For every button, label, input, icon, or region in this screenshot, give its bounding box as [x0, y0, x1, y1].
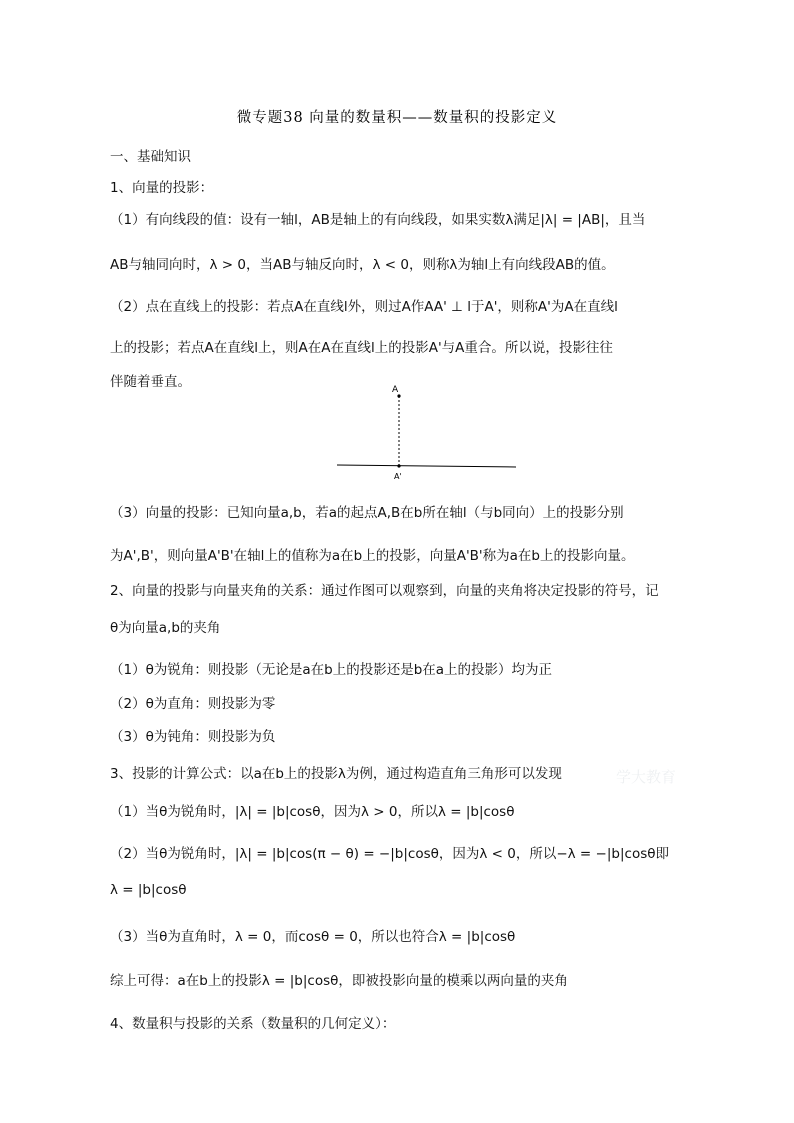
paragraph-line: 3、投影的计算公式：以a在b上的投影λ为例，通过构造直角三角形可以发现 — [110, 766, 562, 782]
paragraph-line: θ为向量a,b的夹角 — [110, 620, 221, 636]
diagram-point-a-prime — [397, 464, 400, 467]
paragraph-line: λ = |b|cosθ — [110, 882, 187, 898]
paragraph-line: 为A',B'，则向量A'B'在轴l上的值称为a在b上的投影，向量A'B'称为a在b上的投影向量。 — [110, 548, 635, 564]
paragraph-line: AB与轴同向时，λ > 0，当AB与轴反向时，λ < 0，则称λ为轴l上有向线段AB的值。 — [110, 257, 615, 273]
section-heading-basics: 一、基础知识 — [110, 149, 191, 165]
paragraph-line: 上的投影；若点A在直线l上，则A在A在直线l上的投影A'与A重合。所以说，投影往往 — [110, 340, 613, 356]
list-item: （1）θ为锐角：则投影（无论是a在b上的投影还是b在a上的投影）均为正 — [110, 662, 553, 678]
paragraph-line: 综上可得：a在b上的投影λ = |b|cosθ，即被投影向量的模乘以两向量的夹角 — [110, 973, 568, 989]
watermark: 学大教育 — [616, 768, 677, 786]
paragraph-line: 4、数量积与投影的关系（数量积的几何定义）： — [110, 1016, 396, 1032]
diagram-label-a-prime: A' — [394, 472, 402, 481]
projection-diagram — [330, 378, 530, 488]
diagram-axis-line — [337, 465, 516, 467]
paragraph-line: （2）点在直线上的投影：若点A在直线l外，则过A作AA' ⊥ l于A'，则称A'为A在直线l — [110, 299, 618, 315]
page-title: 微专题38 向量的数量积——数量积的投影定义 — [236, 110, 558, 126]
list-item: （1）当θ为锐角时，|λ| = |b|cosθ，因为λ > 0，所以λ = |b|cosθ — [110, 804, 515, 820]
subheading-vector-projection: 1、向量的投影： — [110, 180, 214, 196]
list-item: （2）当θ为锐角时，|λ| = |b|cos(π − θ) = −|b|cosθ，因为λ < 0，所以−λ = −|b|cosθ即 — [110, 846, 669, 862]
diagram-label-a: A — [392, 385, 399, 395]
paragraph-line: （1）有向线段的值：设有一轴l，AB是轴上的有向线段，如果实数λ满足|λ| = |AB|，且当 — [110, 212, 646, 228]
paragraph-line: （3）向量的投影：已知向量a,b，若a的起点A,B在b所在轴l（与b同向）上的投影分别 — [110, 505, 624, 521]
paragraph-line: 2、向量的投影与向量夹角的关系：通过作图可以观察到，向量的夹角将决定投影的符号，记 — [110, 583, 659, 599]
paragraph-line: 伴随着垂直。 — [110, 374, 191, 390]
list-item: （3）θ为钝角：则投影为负 — [110, 729, 276, 745]
list-item: （2）θ为直角：则投影为零 — [110, 696, 276, 712]
list-item: （3）当θ为直角时，λ = 0，而cosθ = 0，所以也符合λ = |b|cosθ — [110, 929, 516, 945]
